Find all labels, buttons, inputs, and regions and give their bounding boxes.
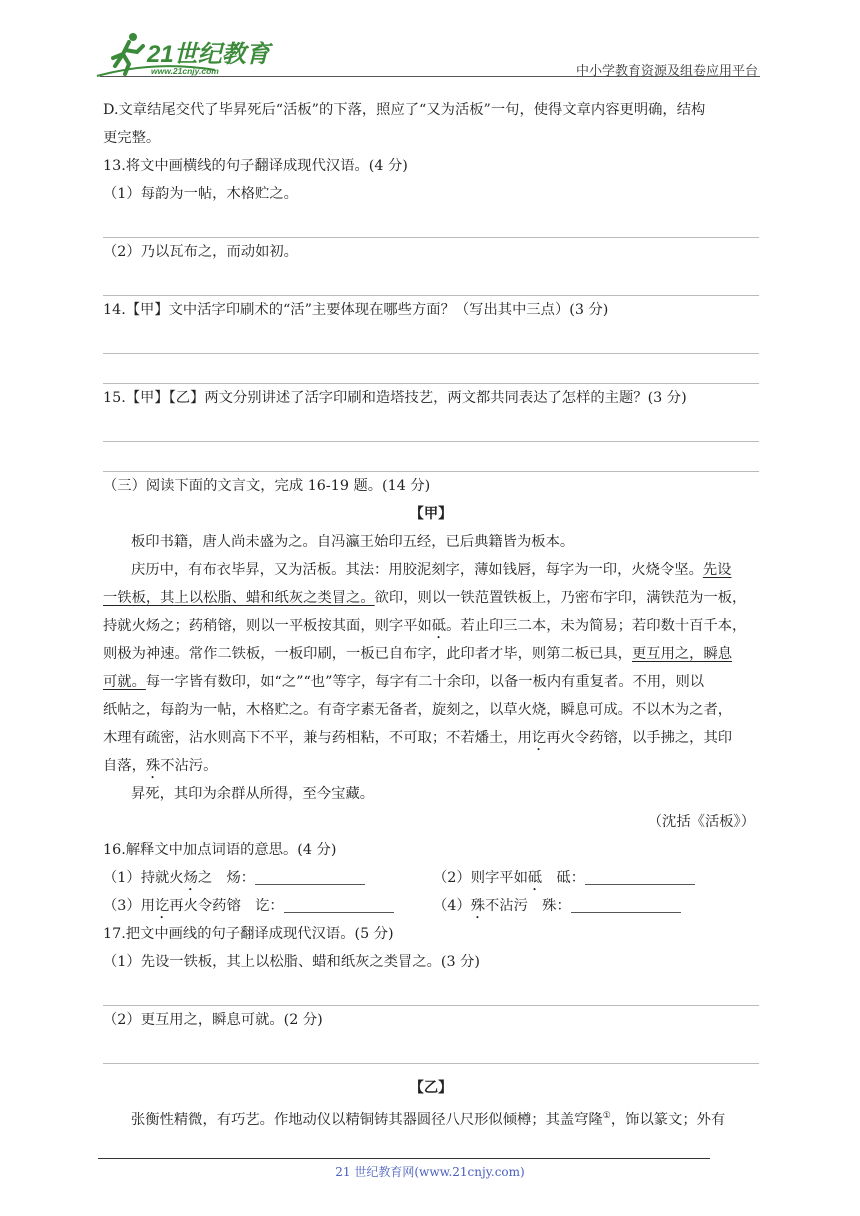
- passage-jia-p1: 板印书籍，唐人尚未盛为之。自冯瀛王始印五经，已后典籍皆为板本。: [131, 534, 575, 550]
- section-3-heading: （三）阅读下面的文言文，完成 16-19 题。(14 分): [103, 478, 431, 494]
- blank-field[interactable]: [284, 896, 394, 913]
- answer-line: [103, 266, 759, 296]
- question-14: 14.【甲】文中活字印刷术的“活”主要体现在哪些方面？（写出其中三点）(3 分): [103, 302, 609, 318]
- footer-divider: [98, 1158, 710, 1159]
- passage-jia-p2-line1: 庆历中，有布衣毕昇，又为活板。其法：用胶泥刻字，薄如钱唇，每字为一印，火烧令坚。先设: [131, 562, 732, 578]
- question-13: 13.将文中画横线的句子翻译成现代汉语。(4 分): [103, 158, 408, 174]
- passage-jia-p2-line5: 可就。每一字皆有数印，如“之”“也”等字，每字有二十余印，以备一板内有重复者。不用，则以: [103, 674, 705, 690]
- passage-yi-p1: 张衡性精微，有巧艺。作地动仪以精铜铸其器圆径八尺形似倾樽；其盖穹隆①，饰以篆文；外有: [131, 1111, 726, 1128]
- answer-line: [103, 1034, 759, 1064]
- site-logo: [95, 30, 295, 78]
- question-16-item1: （1）持就火炀之 炀：: [103, 870, 365, 886]
- passage-jia-p2-line8: 自落，殊不沾污。: [103, 758, 218, 774]
- answer-line: [103, 976, 759, 1006]
- answer-line: [103, 324, 759, 354]
- question-16-row1: [103, 864, 759, 892]
- answer-line: [103, 412, 759, 442]
- question-15: 15.【甲】【乙】两文分别讲述了活字印刷和造塔技艺，两文都共同表达了怎样的主题？(3 分): [103, 390, 687, 406]
- blank-field[interactable]: [571, 896, 681, 913]
- question-16-item4: （4）殊不沾污 殊：: [433, 892, 681, 922]
- passage-jia-p3: 昇死，其印为余群从所得，至今宝藏。: [131, 786, 375, 802]
- question-13-part2: （2）乃以瓦布之，而动如初。: [103, 244, 298, 260]
- question-17-part2: （2）更互用之，瞬息可就。(2 分): [103, 1012, 323, 1028]
- passage-jia-p2-line3: 持就火炀之；药稍镕，则以一平板按其面，则字平如砥。若止印三二本，未为简易；若印数十百千本，: [103, 618, 747, 634]
- blank-field[interactable]: [585, 868, 695, 885]
- passage-jia-p2-line6: 纸帖之，每韵为一帖，木格贮之。有奇字素无备者，旋刻之，以草火烧，瞬息可成。不以木为之者，: [103, 702, 733, 718]
- passage-jia-title: 【甲】: [409, 506, 453, 522]
- option-d-line2: 更完整。: [103, 130, 161, 146]
- passage-source: （沈括《活板》）: [647, 814, 755, 830]
- passage-jia-p2-line2: 一铁板，其上以松脂、蜡和纸灰之类冒之。欲印，则以一铁范置铁板上，乃密布字印，满铁范为一板，: [103, 590, 747, 606]
- header-divider: [100, 76, 760, 77]
- question-13-part1: （1）每韵为一帖，木格贮之。: [103, 186, 298, 202]
- question-16-row2: [103, 892, 759, 920]
- document-body: [103, 96, 759, 1130]
- question-17: 17.把文中画线的句子翻译成现代汉语。(5 分): [103, 926, 394, 942]
- question-16: 16.解释文中加点词语的意思。(4 分): [103, 842, 337, 858]
- passage-yi-title: 【乙】: [409, 1080, 453, 1096]
- answer-line: [103, 208, 759, 238]
- blank-field[interactable]: [255, 868, 365, 885]
- page-footer: 21 世纪教育网(www.21cnjy.com): [335, 1165, 525, 1179]
- logo-text: 21世纪教育: [147, 41, 270, 68]
- answer-line: [103, 354, 759, 384]
- page-header: [95, 28, 760, 80]
- question-16-item2: （2）则字平如砥 砥：: [433, 864, 695, 894]
- passage-jia-p2-line4: 则极为神速。常作二铁板，一板印刷，一板已自布字，此印者才毕，则第二板已具，更互用之，瞬息: [103, 646, 733, 662]
- logo-url: www.21cnjy.com: [151, 66, 219, 76]
- answer-line: [103, 442, 759, 472]
- question-17-part1: （1）先设一铁板，其上以松脂、蜡和纸灰之类冒之。(3 分): [103, 954, 481, 970]
- platform-name: 中小学教育资源及组卷应用平台: [575, 64, 758, 79]
- option-d-line1: D.文章结尾交代了毕昇死后“活板”的下落，照应了“又为活板”一句，使得文章内容更明确，结构: [103, 102, 706, 118]
- question-16-item3: （3）用讫再火令药镕 讫：: [103, 898, 394, 914]
- passage-jia-p2-line7: 木理有疏密，沾水则高下不平，兼与药相粘，不可取；不若燔土，用讫再火令药镕，以手拂之，其印: [103, 730, 733, 746]
